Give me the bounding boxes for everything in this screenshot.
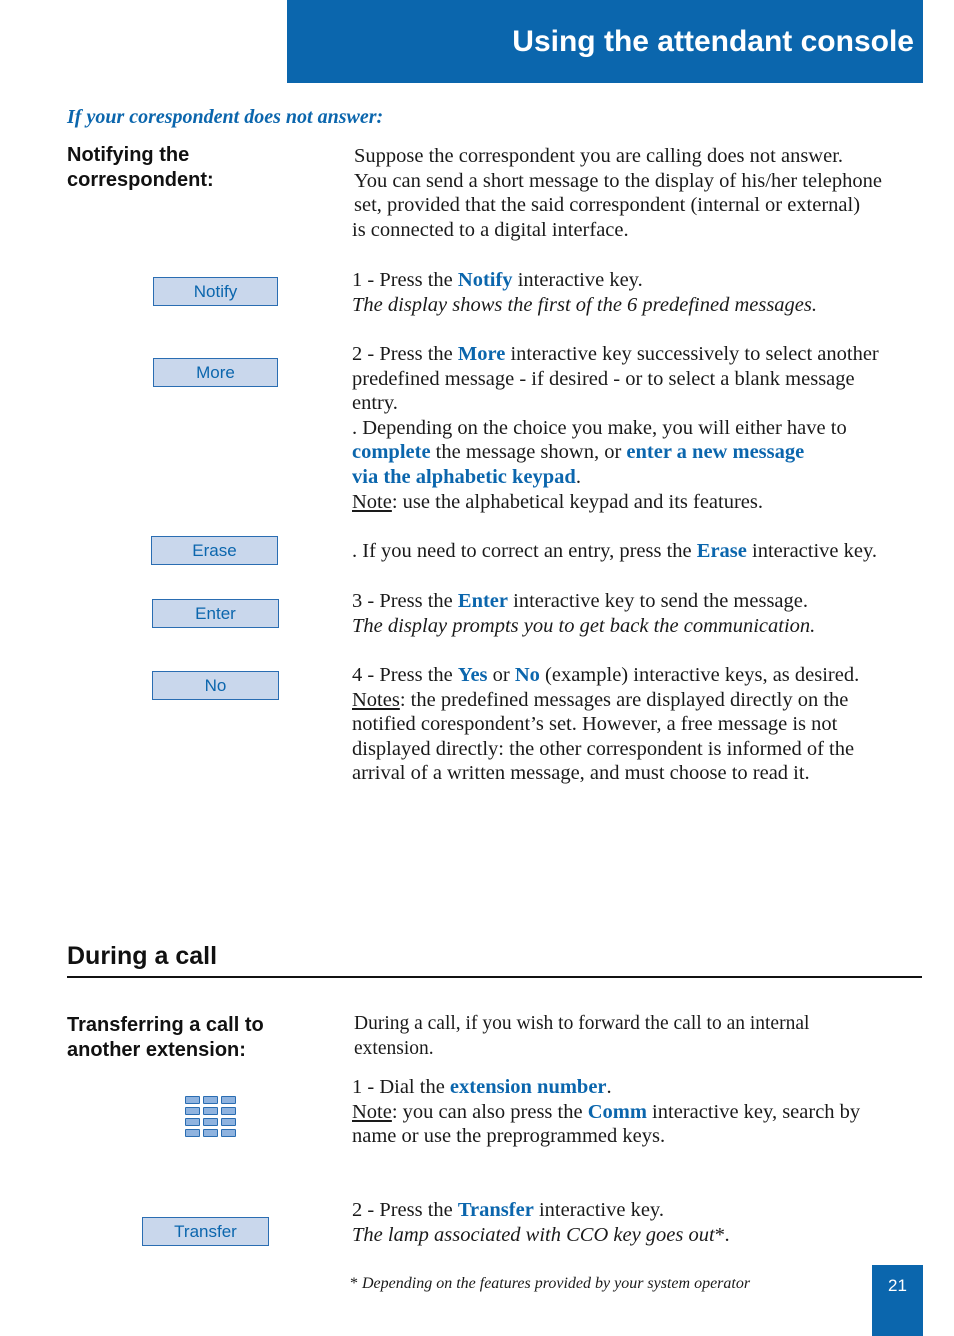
- page-title: Using the attendant console: [512, 24, 914, 58]
- notify-key[interactable]: Notify: [153, 277, 278, 306]
- step-1-notify: 1 - Press the Notify interactive key. The display shows the first of the 6 predefined messages.: [352, 269, 818, 316]
- subheading-no-answer: If your corespondent does not answer:: [67, 106, 384, 128]
- dial-keypad-icon: [185, 1096, 237, 1139]
- erase-instruction: . If you need to correct an entry, press the Erase interactive key.: [352, 540, 878, 562]
- transfer-step-2: 2 - Press the Transfer interactive key. The lamp associated with CCO key goes out*.: [352, 1199, 731, 1246]
- step-3-enter: 3 - Press the Enter interactive key to send the message. The display prompts you to get back the communication.: [352, 590, 816, 637]
- page-header-banner: [287, 0, 923, 83]
- step-2-more: 2 - Press the More interactive key successively to select another predefined message - if desired - or to select a blank message entry. . Depending on the choice you make, you will either have to complete the message shown, or enter a new message via the alphabetic keypad. Note: use the alphabetical keypad and its features.: [352, 343, 879, 513]
- section-heading-during-call: During a call: [67, 942, 922, 978]
- step-4-yes-no: 4 - Press the Yes or No (example) interactive keys, as desired. Notes: the predefined messages are displayed directly on the notified corespondent’s set. However, a free message is not displayed directly: the other correspondent is informed of the arrival of a written message, and must choose to read it.: [352, 664, 860, 785]
- more-key[interactable]: More: [153, 358, 278, 387]
- side-title-transferring: Transferring a call to another extension:: [67, 1014, 264, 1061]
- footnote: * Depending on the features provided by your system operator: [350, 1275, 751, 1292]
- transfer-key[interactable]: Transfer: [142, 1217, 269, 1246]
- transfer-intro: During a call, if you wish to forward the call to an internal extension.: [354, 1013, 810, 1059]
- erase-key[interactable]: Erase: [151, 536, 278, 565]
- no-key[interactable]: No: [152, 671, 279, 700]
- transfer-step-1: 1 - Dial the extension number. Note: you can also press the Comm interactive key, search by name or use the preprogrammed keys.: [352, 1076, 861, 1148]
- page-number: 21: [872, 1265, 923, 1336]
- side-title-notifying: Notifying the correspondent:: [67, 144, 214, 191]
- enter-key[interactable]: Enter: [152, 599, 279, 628]
- intro-paragraph: Suppose the correspondent you are calling does not answer. You can send a short message to the display of his/her telephone set, provided that the said correspondent (internal or external) is connected to a digital interface.: [352, 145, 882, 241]
